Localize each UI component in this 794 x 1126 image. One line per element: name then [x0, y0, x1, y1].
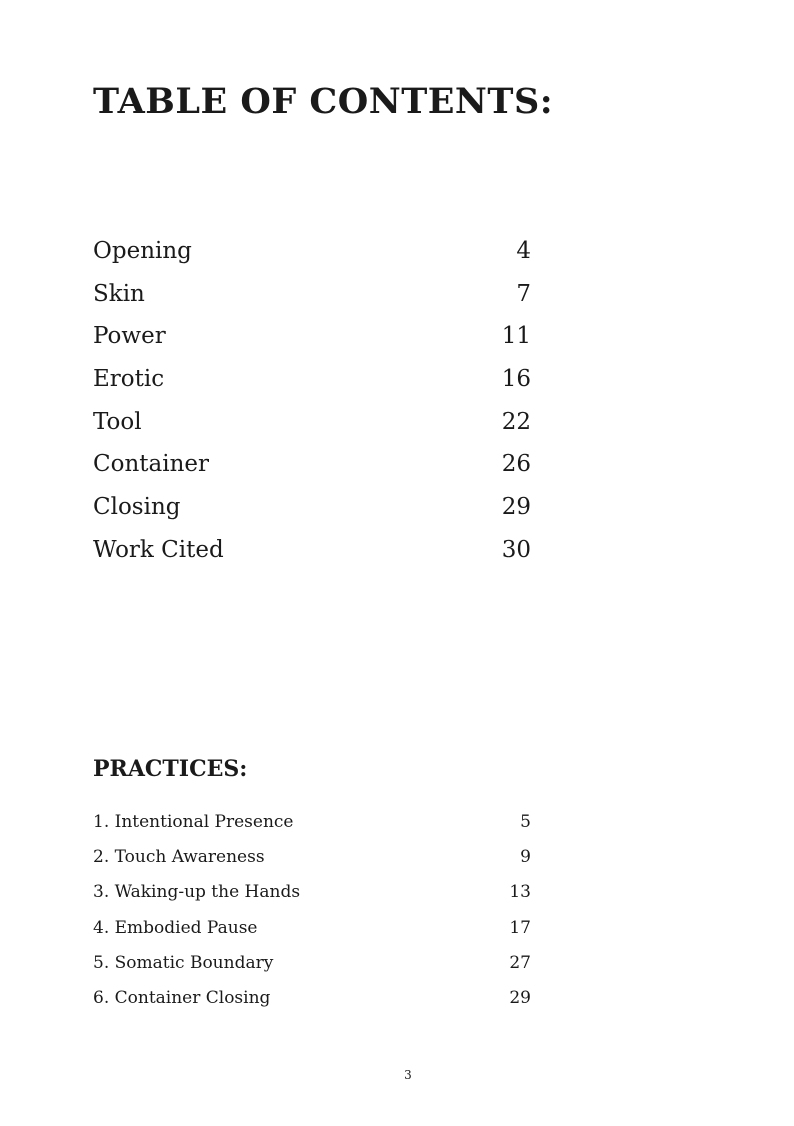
- toc-entry-erotic: [93, 358, 531, 401]
- practice-entry-page: 27: [509, 952, 531, 973]
- toc-entry-page: 30: [501, 536, 531, 563]
- toc-entry-opening: [93, 230, 531, 273]
- toc-entry-label: Erotic: [93, 366, 165, 393]
- toc-entry-label: Closing: [93, 494, 181, 521]
- toc-entry-page: 26: [501, 451, 531, 478]
- toc-entry-label: Opening: [93, 238, 192, 264]
- practice-entry-page: 13: [509, 882, 531, 903]
- toc-entry-label: Power: [93, 323, 166, 350]
- toc-entry-label: Tool: [93, 408, 142, 435]
- practice-entry: [93, 805, 531, 840]
- practice-entry-label: 4. Embodied Pause: [93, 917, 258, 938]
- toc-entry-label: Container: [93, 451, 209, 478]
- practice-entry: [93, 946, 531, 981]
- practice-entry-page: 5: [520, 812, 531, 832]
- toc-entry-container: [93, 443, 531, 486]
- practices-list: [93, 805, 531, 1016]
- practice-entry-page: 17: [509, 917, 531, 938]
- toc-entry-page: 11: [501, 323, 531, 350]
- practice-entry-label: 6. Container Closing: [93, 987, 271, 1008]
- toc-entry-page: 22: [501, 408, 531, 435]
- practice-entry: [93, 840, 531, 875]
- practice-entry-page: 29: [509, 987, 531, 1008]
- practice-entry: [93, 911, 531, 946]
- toc-entry-power: [93, 315, 531, 358]
- toc-entry-page: 4: [516, 238, 531, 264]
- toc-entry-page: 7: [516, 280, 531, 307]
- page-number: 3: [404, 1068, 412, 1082]
- practice-entry-page: 9: [520, 847, 531, 868]
- practice-entry: [93, 981, 531, 1016]
- toc-entry-closing: [93, 486, 531, 529]
- page-title: TABLE OF CONTENTS:: [93, 81, 554, 122]
- practices-heading: PRACTICES:: [93, 756, 248, 782]
- toc-entry-work-cited: [93, 529, 531, 572]
- table-of-contents: [93, 230, 531, 572]
- toc-entry-skin: [93, 273, 531, 316]
- practice-entry-label: 3. Waking-up the Hands: [93, 882, 301, 903]
- toc-entry-label: Work Cited: [93, 536, 224, 563]
- practice-entry: [93, 875, 531, 910]
- practice-entry-label: 2. Touch Awareness: [93, 847, 265, 868]
- toc-entry-page: 29: [501, 494, 531, 521]
- practice-entry-label: 1. Intentional Presence: [93, 812, 294, 832]
- toc-entry-tool: [93, 401, 531, 444]
- toc-entry-page: 16: [501, 366, 531, 393]
- toc-entry-label: Skin: [93, 280, 145, 307]
- practice-entry-label: 5. Somatic Boundary: [93, 952, 274, 973]
